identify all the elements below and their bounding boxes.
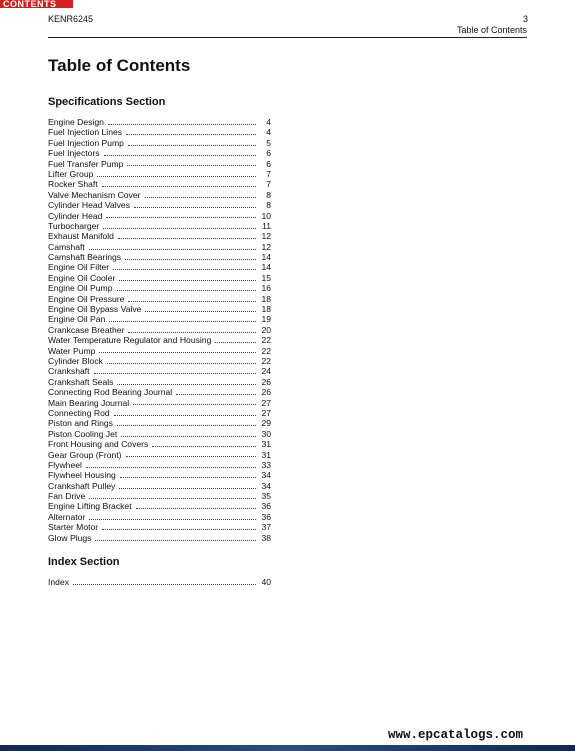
toc-leader-dots: [102, 528, 256, 530]
toc-entry[interactable]: [48, 314, 271, 324]
toc-entry[interactable]: [48, 470, 271, 480]
toc-leader-dots: [145, 310, 256, 312]
toc-entry-page: 10: [261, 210, 271, 221]
toc-entry[interactable]: [48, 211, 271, 221]
toc-entry[interactable]: [48, 221, 271, 231]
toc-entry-page: 18: [261, 293, 271, 304]
toc-entry-page: 7: [266, 168, 271, 179]
toc-entry[interactable]: [48, 429, 271, 439]
toc-leader-dots: [109, 320, 256, 322]
toc-entry-title: Flywheel Housing: [48, 470, 116, 481]
toc-entry-title: Cylinder Block: [48, 355, 103, 366]
toc-entry[interactable]: [48, 577, 271, 587]
toc-entry-page: 33: [261, 459, 271, 470]
toc-entry[interactable]: [48, 304, 271, 314]
footer-bar: [0, 745, 575, 751]
toc-entry-title: Engine Oil Pan: [48, 314, 106, 325]
toc-leader-dots: [97, 175, 256, 177]
toc-entry[interactable]: [48, 159, 271, 169]
toc-entry[interactable]: [48, 418, 271, 428]
toc-entry[interactable]: [48, 512, 271, 522]
toc-leader-dots: [126, 133, 256, 135]
toc-entry-page: 27: [261, 407, 271, 418]
toc-leader-dots: [86, 466, 256, 468]
footer-url-link[interactable]: www.epcatalogs.com: [387, 728, 523, 742]
toc-leader-dots: [128, 331, 256, 333]
toc-entry-page: 31: [261, 449, 271, 460]
toc-entry-page: 34: [261, 480, 271, 491]
toc-entry[interactable]: [48, 366, 271, 376]
toc-entry[interactable]: [48, 439, 271, 449]
toc-leader-dots: [118, 237, 256, 239]
running-title: Table of Contents: [456, 25, 527, 35]
toc-leader-dots: [125, 258, 256, 260]
toc-list-specifications: [48, 117, 271, 543]
toc-leader-dots: [89, 518, 256, 520]
toc-entry-page: 19: [261, 314, 271, 325]
toc-entry-title: Camshaft Bearings: [48, 252, 122, 263]
toc-entry-page: 20: [261, 324, 271, 335]
toc-entry-title: Main Bearing Journal: [48, 397, 130, 408]
toc-leader-dots: [102, 185, 256, 187]
toc-entry[interactable]: [48, 481, 271, 491]
toc-entry-page: 34: [261, 470, 271, 481]
toc-entry[interactable]: [48, 377, 271, 387]
toc-entry-title: Starter Motor: [48, 522, 99, 533]
toc-entry-title: Glow Plugs: [48, 532, 92, 543]
toc-entry-page: 40: [261, 577, 271, 587]
toc-entry[interactable]: [48, 273, 271, 283]
toc-entry-title: Water Pump: [48, 345, 96, 356]
toc-entry[interactable]: [48, 231, 271, 241]
toc-entry-page: 8: [266, 200, 271, 211]
toc-leader-dots: [215, 341, 256, 343]
toc-leader-dots: [106, 216, 256, 218]
toc-entry-page: 36: [261, 511, 271, 522]
toc-entry-title: Cylinder Head: [48, 210, 103, 221]
toc-entry-title: Crankshaft: [48, 366, 90, 377]
toc-entry-page: 22: [261, 335, 271, 346]
toc-entry-page: 4: [266, 127, 271, 138]
toc-entry-title: Water Temperature Regulator and Housing: [48, 335, 212, 346]
toc-leader-dots: [117, 424, 256, 426]
toc-entry[interactable]: [48, 356, 271, 366]
toc-entry[interactable]: [48, 491, 271, 501]
toc-entry-title: Lifter Group: [48, 168, 94, 179]
toc-entry-page: 26: [261, 376, 271, 387]
toc-entry-title: Fan Drive: [48, 491, 86, 502]
toc-entry-title: Camshaft: [48, 241, 85, 252]
toc-entry[interactable]: [48, 408, 271, 418]
toc-entry-page: 15: [261, 272, 271, 283]
toc-entry[interactable]: [48, 325, 271, 335]
toc-entry-title: Fuel Injection Lines: [48, 127, 123, 138]
toc-entry-title: Cylinder Head Valves: [48, 200, 130, 211]
toc-entry[interactable]: [48, 190, 271, 200]
toc-entry-page: 11: [262, 220, 271, 231]
toc-entry-page: 6: [266, 158, 271, 169]
toc-entry-title: Crankcase Breather: [48, 324, 125, 335]
toc-entry[interactable]: [48, 460, 271, 470]
toc-leader-dots: [119, 279, 256, 281]
toc-leader-dots: [121, 435, 256, 437]
toc-entry-title: Crankshaft Pulley: [48, 480, 116, 491]
toc-list-index: [48, 577, 271, 587]
toc-entry-title: Engine Oil Pressure: [48, 293, 125, 304]
contents-tab-button[interactable]: CONTENTS: [0, 0, 73, 8]
toc-entry-title: Engine Lifting Bracket: [48, 501, 132, 512]
toc-entry[interactable]: [48, 283, 271, 293]
toc-entry-page: 18: [261, 304, 271, 315]
toc-entry-title: Flywheel: [48, 459, 82, 470]
toc-entry-title: Connecting Rod Bearing Journal: [48, 387, 173, 398]
toc-entry[interactable]: [48, 522, 271, 532]
toc-entry[interactable]: [48, 148, 271, 158]
toc-entry-page: 36: [261, 501, 271, 512]
toc-entry-page: 22: [261, 345, 271, 356]
toc-entry-title: Engine Oil Bypass Valve: [48, 304, 142, 315]
toc-entry[interactable]: [48, 335, 271, 345]
toc-entry-title: Engine Oil Pump: [48, 283, 113, 294]
toc-leader-dots: [128, 144, 256, 146]
toc-entry-page: 38: [261, 532, 271, 543]
toc-entry-title: Crankshaft Seals: [48, 376, 114, 387]
toc-entry[interactable]: [48, 450, 271, 460]
toc-leader-dots: [127, 164, 256, 166]
toc-leader-dots: [119, 487, 256, 489]
toc-leader-dots: [95, 539, 256, 541]
toc-leader-dots: [103, 227, 256, 229]
toc-entry-title: Fuel Transfer Pump: [48, 158, 124, 169]
toc-entry[interactable]: [48, 127, 271, 137]
toc-leader-dots: [117, 289, 257, 291]
toc-leader-dots: [128, 300, 256, 302]
toc-leader-dots: [107, 362, 256, 364]
toc-entry-page: 29: [261, 418, 271, 429]
toc-entry-page: 14: [261, 252, 271, 263]
toc-entry-page: 8: [266, 189, 271, 200]
toc-leader-dots: [73, 583, 256, 585]
toc-entry-page: 31: [261, 439, 271, 450]
toc-entry[interactable]: [48, 117, 271, 127]
toc-entry[interactable]: [48, 533, 271, 543]
toc-leader-dots: [99, 351, 256, 353]
toc-entry-page: 7: [266, 179, 271, 190]
toc-entry-title: Rocker Shaft: [48, 179, 98, 190]
toc-leader-dots: [89, 497, 256, 499]
toc-entry-title: Piston and Rings: [48, 418, 113, 429]
toc-leader-dots: [89, 248, 256, 250]
toc-entry[interactable]: [48, 179, 271, 189]
toc-entry-title: Valve Mechanism Cover: [48, 189, 141, 200]
toc-entry-page: 30: [261, 428, 271, 439]
toc-entry-page: 37: [261, 522, 271, 533]
toc-entry-title: Piston Cooling Jet: [48, 428, 118, 439]
toc-leader-dots: [145, 196, 257, 198]
page-number: 3: [522, 14, 528, 24]
toc-entry[interactable]: [48, 169, 271, 179]
toc-leader-dots: [94, 372, 256, 374]
toc-entry-title: Turbocharger: [48, 220, 100, 231]
toc-entry-page: 22: [261, 355, 271, 366]
toc-entry-page: 26: [261, 387, 271, 398]
toc-entry-page: 27: [261, 397, 271, 408]
document-id: KENR6245: [48, 14, 94, 24]
page-title: Table of Contents: [48, 56, 191, 75]
toc-entry-title: Fuel Injectors: [48, 148, 100, 159]
toc-entry-page: 14: [261, 262, 271, 273]
toc-entry-title: Alternator: [48, 511, 86, 522]
toc-entry[interactable]: [48, 294, 271, 304]
header-rule: [48, 37, 527, 38]
section-heading-specifications: Specifications Section: [48, 96, 166, 108]
toc-entry-title: Exhaust Manifold: [48, 231, 114, 242]
toc-entry-page: 4: [266, 117, 271, 127]
toc-entry[interactable]: [48, 501, 271, 511]
toc-entry[interactable]: [48, 242, 271, 252]
toc-entry-page: 24: [261, 366, 271, 377]
toc-leader-dots: [104, 154, 256, 156]
toc-entry-page: 16: [261, 283, 271, 294]
toc-leader-dots: [176, 393, 256, 395]
toc-entry-title: Engine Design: [48, 117, 104, 127]
toc-entry-title: Connecting Rod: [48, 407, 110, 418]
toc-leader-dots: [114, 414, 256, 416]
toc-entry-title: Engine Oil Filter: [48, 262, 110, 273]
toc-entry[interactable]: [48, 200, 271, 210]
toc-entry[interactable]: [48, 262, 271, 272]
toc-entry-title: Engine Oil Cooler: [48, 272, 116, 283]
toc-entry[interactable]: [48, 138, 271, 148]
toc-leader-dots: [120, 476, 256, 478]
toc-leader-dots: [133, 403, 256, 405]
toc-entry[interactable]: [48, 398, 271, 408]
toc-leader-dots: [113, 268, 256, 270]
toc-entry-page: 35: [261, 491, 271, 502]
toc-leader-dots: [117, 383, 256, 385]
toc-entry-page: 12: [261, 231, 271, 242]
toc-entry[interactable]: [48, 346, 271, 356]
toc-entry-page: 5: [266, 137, 271, 148]
toc-leader-dots: [134, 206, 256, 208]
toc-entry-title: Front Housing and Covers: [48, 439, 149, 450]
toc-entry-title: Index: [48, 577, 70, 587]
section-heading-index: Index Section: [48, 556, 120, 568]
toc-leader-dots: [152, 445, 256, 447]
toc-entry-title: Fuel Injection Pump: [48, 137, 124, 148]
toc-entry-title: Gear Group (Front): [48, 449, 122, 460]
toc-leader-dots: [108, 123, 256, 125]
toc-entry[interactable]: [48, 387, 271, 397]
toc-leader-dots: [126, 455, 256, 457]
toc-entry-page: 6: [266, 148, 271, 159]
toc-entry[interactable]: [48, 252, 271, 262]
toc-entry-page: 12: [261, 241, 271, 252]
toc-leader-dots: [136, 507, 256, 509]
